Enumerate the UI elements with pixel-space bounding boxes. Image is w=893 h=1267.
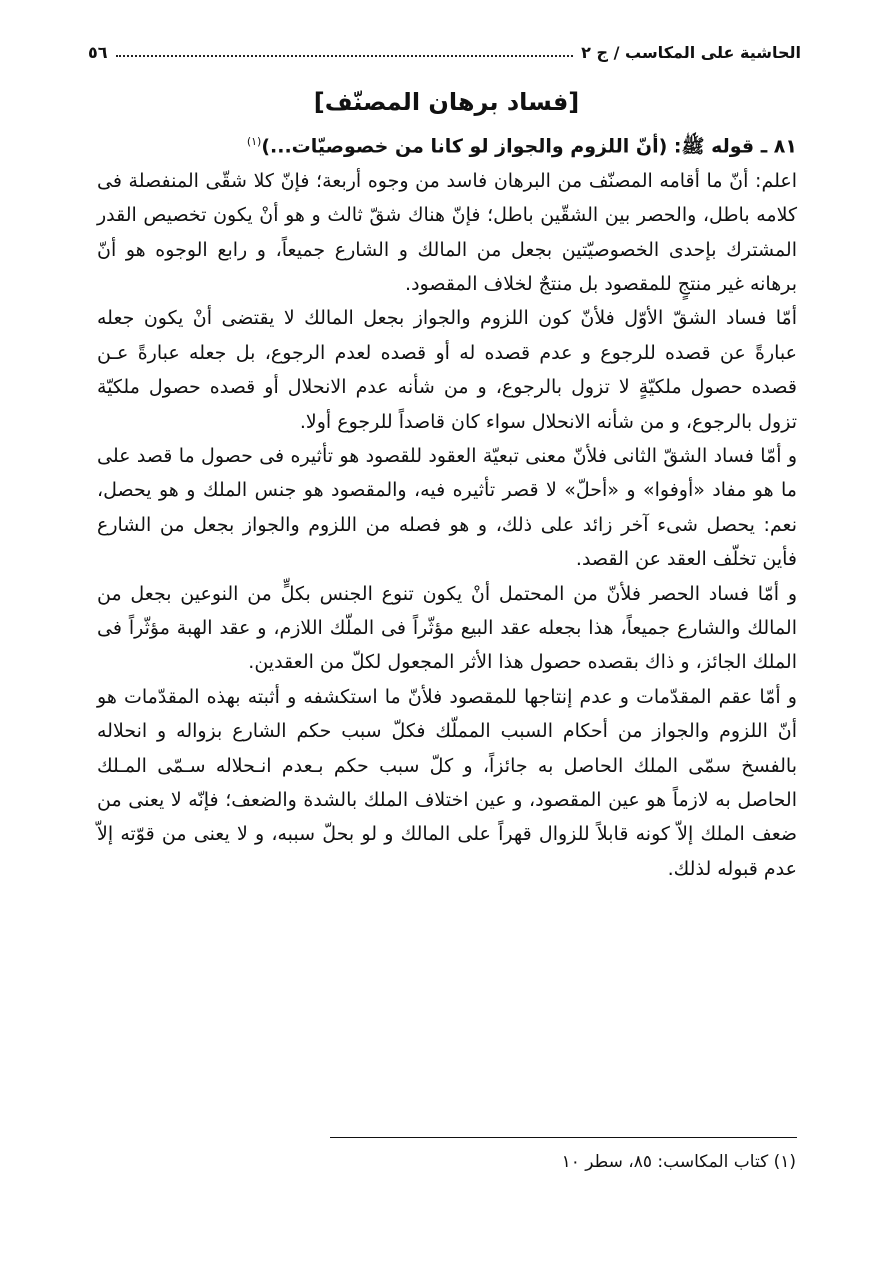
running-head-title: الحاشية على المكاسب / ج ٢ [581,42,801,62]
paragraph-first-branch: أمّا فساد الشقّ الأوّل فلأنّ كون اللزوم والجواز بجعل المالك لا يقتضى أنْ يكون جعله عبارةً عن قصده للرجوع و عدم قصده له أو قصده لعدم الرجوع، بل جعله عبارةً عـن قصده حصول ملكيّةٍ لا تزول بالرجوع، و من شأنه عدم الانحلال أو قصده حصول ملكيّة تزول بالرجوع، و من شأنه الانحلال سواء كان قاصداً للرجوع أولا. [97,307,797,433]
paragraph-second-branch: و أمّا فساد الشقّ الثانى فلأنّ معنى تبعيّة العقود للقصود هو تأثيره فى حصول ما قصد على ما هو مفاد «أوفوا» و «أحلّ» لا قصر تأثيره فيه، والمقصود هو جنس الملك و هو يحصل، نعم: يحصل شىء آخر زائد على ذلك، و هو فصله من اللزوم والجواز بجعل من الشارع فأين تخلّف العقد عن القصد. [97,444,797,571]
section-title: [فساد برهان المصنّف] [313,88,580,116]
footnote-divider [330,1137,797,1138]
body-text [97,125,797,886]
running-head-leader-dots [116,55,574,57]
running-head [88,40,801,64]
footnote-reference: (١) [246,135,262,148]
lemma-text: ٨١ ـ قوله ﷺ: (أنّ اللزوم والجواز لو كانا من خصوصيّات...) [261,135,797,158]
paragraph-restriction: و أمّا فساد الحصر فلأنّ من المحتمل أنْ يكون تنوع الجنس بكلٍّ من النوعين بجعل من المالك والشارع جميعاً، هذا بجعله عقد البيع مؤثّراً فى الملّك اللازم، و عقد الهبة مؤثّراً فى الملك الجائز، و ذاك بقصده حصول هذا الأثر المجعول لكلّ من العقدين. [97,582,797,674]
page-number: ٥٦ [88,42,108,62]
footnote: (١) كتاب المكاسب: ٨٥، سطر ١٠ [561,1152,796,1172]
lemma-heading [97,125,797,164]
paragraph-intro: اعلم: أنّ ما أقامه المصنّف من البرهان فاسد من وجوه أربعة؛ فإنّ كلا شقّى المنفصلة فى كلامه باطل، والحصر بين الشقّين باطل؛ فإنّ هناك شقّ ثالث و هو أنْ يكون تخصيص القدر المشترك بإحدى الخصوصيّتين بجعل من المالك و الشارع جميعاً، و رابع الوجوه هو أنّ برهانه غير منتجٍ للمقصود بل منتجٌ لخلاف المقصود. [97,169,797,295]
paragraph-premises: و أمّا عقم المقدّمات و عدم إنتاجها للمقصود فلأنّ ما استكشفه و أثبته بهذه المقدّمات هو أنّ اللزوم والجواز من أحكام السبب المملّك فكلّ سبب حكم الشارع بزواله و انحلاله بالفسخ سمّى الملك الحاصل به جائزاً، و كلّ سبب حكم بـعدم انـحلاله سـمّى المـلك الحاصل به لازماً هو عين المقصود، و عين اختلاف الملك بالشدة والضعف؛ فإنّه لا يعنى من ضعف الملك إلاّ كونه قابلاً للزوال قهراً على المالك و لو بحلّ سببه، و لا يعنى من قوّته إلاّ عدم قبوله لذلك. [97,685,797,880]
